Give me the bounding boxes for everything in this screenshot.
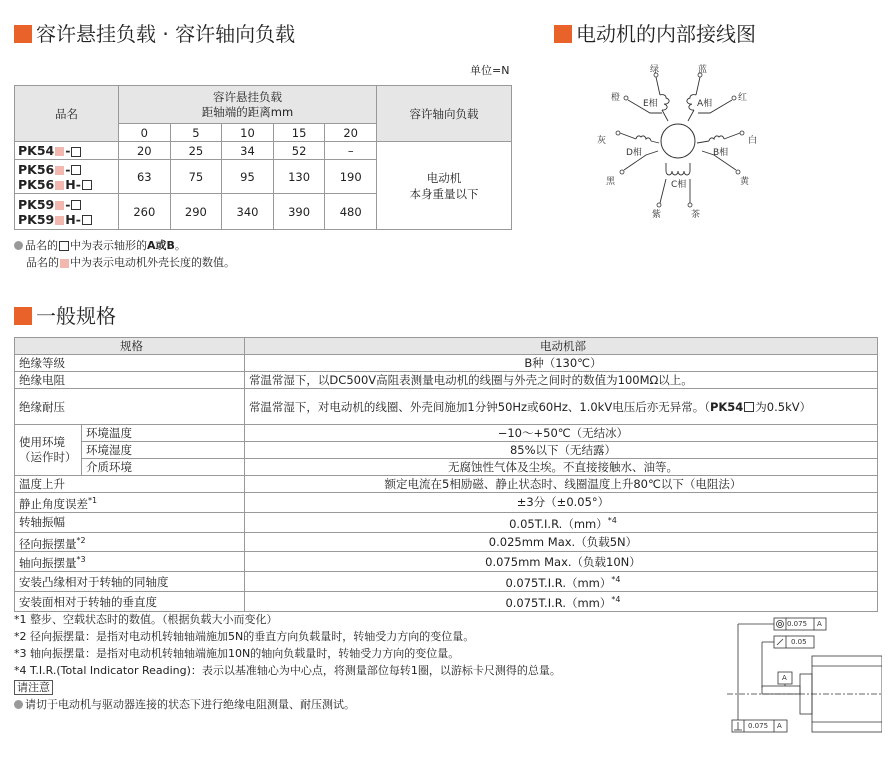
col-header-overhung: 容许悬挂负载 距轴端的距离mm	[119, 86, 377, 124]
spec-value: 0.075T.I.R.（mm）$^{*4}$	[244, 592, 877, 612]
spec-label: 安装凸缘相对于转轴的同轴度	[15, 572, 245, 592]
spec-table	[14, 337, 878, 612]
distance-cell: 0	[119, 124, 171, 142]
phase-label: D相	[626, 148, 642, 158]
section-marker	[554, 25, 572, 43]
spec-label: 绝缘电阻	[15, 372, 245, 389]
spec-value: ±3分（±0.05°）	[244, 493, 877, 513]
load-note-2: 品名的 中为表示电动机外壳长度的数值。	[26, 256, 235, 269]
load-table	[14, 85, 512, 230]
spec-label: 轴向振摆量$^{*3}$	[15, 552, 245, 572]
spec-value: 0.075T.I.R.（mm）$^{*4}$	[244, 572, 877, 592]
wire-label: 橙	[611, 93, 621, 103]
value-cell: –	[325, 142, 377, 160]
value-cell: 52	[273, 142, 325, 160]
value-cell: 95	[222, 160, 274, 194]
tolerance-drawing	[722, 612, 882, 742]
wire-label: 绿	[650, 65, 660, 75]
spec-label: 静止角度误差$^{*1}$	[15, 493, 245, 513]
value-cell: 25	[170, 142, 222, 160]
value-cell: 75	[170, 160, 222, 194]
spec-value: 0.025mm Max.（负载5N）	[244, 532, 877, 552]
value-cell: 34	[222, 142, 274, 160]
spec-value: B种（130℃）	[244, 355, 877, 372]
spec-value: 85%以下（无结露）	[244, 442, 877, 459]
spec-header: 规格	[15, 338, 245, 355]
tol-value: 0.075	[748, 722, 769, 730]
wire-label: 白	[748, 136, 758, 146]
footnote: *3 轴向振摆量：是指对电动机转轴轴端施加10N的轴向负载量时，转轴受力方向的变位量。	[14, 647, 460, 660]
bullet-icon	[14, 700, 23, 709]
wire-label: 茶	[691, 210, 701, 220]
spec-value: 0.075mm Max.（负载10N）	[244, 552, 877, 572]
wire-label: 紫	[652, 210, 662, 220]
phase-label: B相	[713, 148, 729, 158]
product-name: PK59 - PK59 H-	[15, 194, 119, 230]
wire-label: 蓝	[698, 65, 708, 75]
tol-datum: A	[777, 722, 782, 730]
col-header-axial: 容许轴向负载	[377, 86, 512, 142]
footnote: *2 径向振摆量：是指对电动机转轴轴端施加5N的垂直方向负载量时，转轴受力方向的变位量。	[14, 630, 475, 643]
value-cell: 20	[119, 142, 171, 160]
section-marker	[14, 307, 32, 325]
section-title-wiring: 电动机的内部接线图	[576, 22, 756, 46]
value-cell: 190	[325, 160, 377, 194]
value-cell: 130	[273, 160, 325, 194]
phase-label: A相	[697, 99, 713, 109]
bullet-icon	[14, 241, 23, 250]
tol-value: 0.075	[787, 620, 808, 628]
section-title-specs: 一般规格	[36, 304, 116, 328]
spec-label: 绝缘耐压	[15, 389, 245, 425]
distance-cell: 20	[325, 124, 377, 142]
wire-label: 黄	[740, 177, 750, 187]
caution-text: 请切于电动机与驱动器连接的状态下进行绝缘电阻测量、耐压测试。	[14, 697, 355, 713]
product-name: PK54 -	[15, 142, 119, 160]
distance-cell: 10	[222, 124, 274, 142]
spec-label: 温度上升	[15, 476, 245, 493]
spec-sublabel: 环境温度	[82, 425, 245, 442]
value-cell: 340	[222, 194, 274, 230]
spec-value: 0.05T.I.R.（mm）$^{*4}$	[244, 512, 877, 532]
value-cell: 63	[119, 160, 171, 194]
product-name: PK56 - PK56 H-	[15, 160, 119, 194]
value-cell: 260	[119, 194, 171, 230]
phase-label: C相	[671, 180, 687, 190]
footnote: *4 T.I.R.(Total Indicator Reading)：表示以基准轴心为中心点，将测量部位每转1圈，以游标卡尺测得的总量。	[14, 664, 561, 677]
load-note-1: 品名的 中为表示轴形的A或B。	[14, 238, 186, 254]
footnote: *1 整步、空载状态时的数值。（根据负载大小而变化）	[14, 613, 278, 626]
wire-label: 灰	[597, 136, 607, 146]
spec-value: 额定电流在5相励磁、静止状态时、线圈温度上升80℃以下（电阻法）	[244, 476, 877, 493]
tol-value: 0.05	[791, 638, 807, 646]
tol-datum: A	[782, 674, 787, 682]
spec-value: 常温常湿下，对电动机的线圈、外壳间施加1分钟50Hz或60Hz、1.0kV电压后亦无异常。（PK54 为0.5kV）	[244, 389, 877, 425]
col-header-name: 品名	[15, 86, 119, 142]
phase-label: E相	[643, 99, 658, 109]
spec-label: 绝缘等级	[15, 355, 245, 372]
unit-label: 单位=N	[470, 64, 510, 77]
spec-sublabel: 介质环境	[82, 459, 245, 476]
spec-label: 安装面相对于转轴的垂直度	[15, 592, 245, 612]
wiring-diagram	[590, 55, 770, 220]
spec-value: 无腐蚀性气体及尘埃。不直接接触水、油等。	[244, 459, 877, 476]
distance-cell: 15	[273, 124, 325, 142]
section-marker	[14, 25, 32, 43]
distance-cell: 5	[170, 124, 222, 142]
spec-header: 电动机部	[244, 338, 877, 355]
spec-label: 径向振摆量$^{*2}$	[15, 532, 245, 552]
section-title-load: 容许悬挂负载 · 容许轴向负载	[36, 22, 296, 46]
wire-label: 黑	[606, 177, 616, 187]
spec-label-env: 使用环境 （运作时）	[15, 425, 82, 476]
caution-tag: 请注意	[14, 680, 53, 696]
spec-value: 常温常湿下，以DC500V高阻表测量电动机的线圈与外壳之间时的数值为100MΩ以上。	[244, 372, 877, 389]
spec-value: −10～+50℃（无结冰）	[244, 425, 877, 442]
value-cell: 290	[170, 194, 222, 230]
spec-label: 转轴振幅	[15, 512, 245, 532]
wire-label: 红	[738, 93, 748, 103]
value-cell: 390	[273, 194, 325, 230]
value-cell: 480	[325, 194, 377, 230]
spec-sublabel: 环境湿度	[82, 442, 245, 459]
tol-datum: A	[817, 620, 822, 628]
axial-value: 电动机 本身重量以下	[377, 142, 512, 230]
